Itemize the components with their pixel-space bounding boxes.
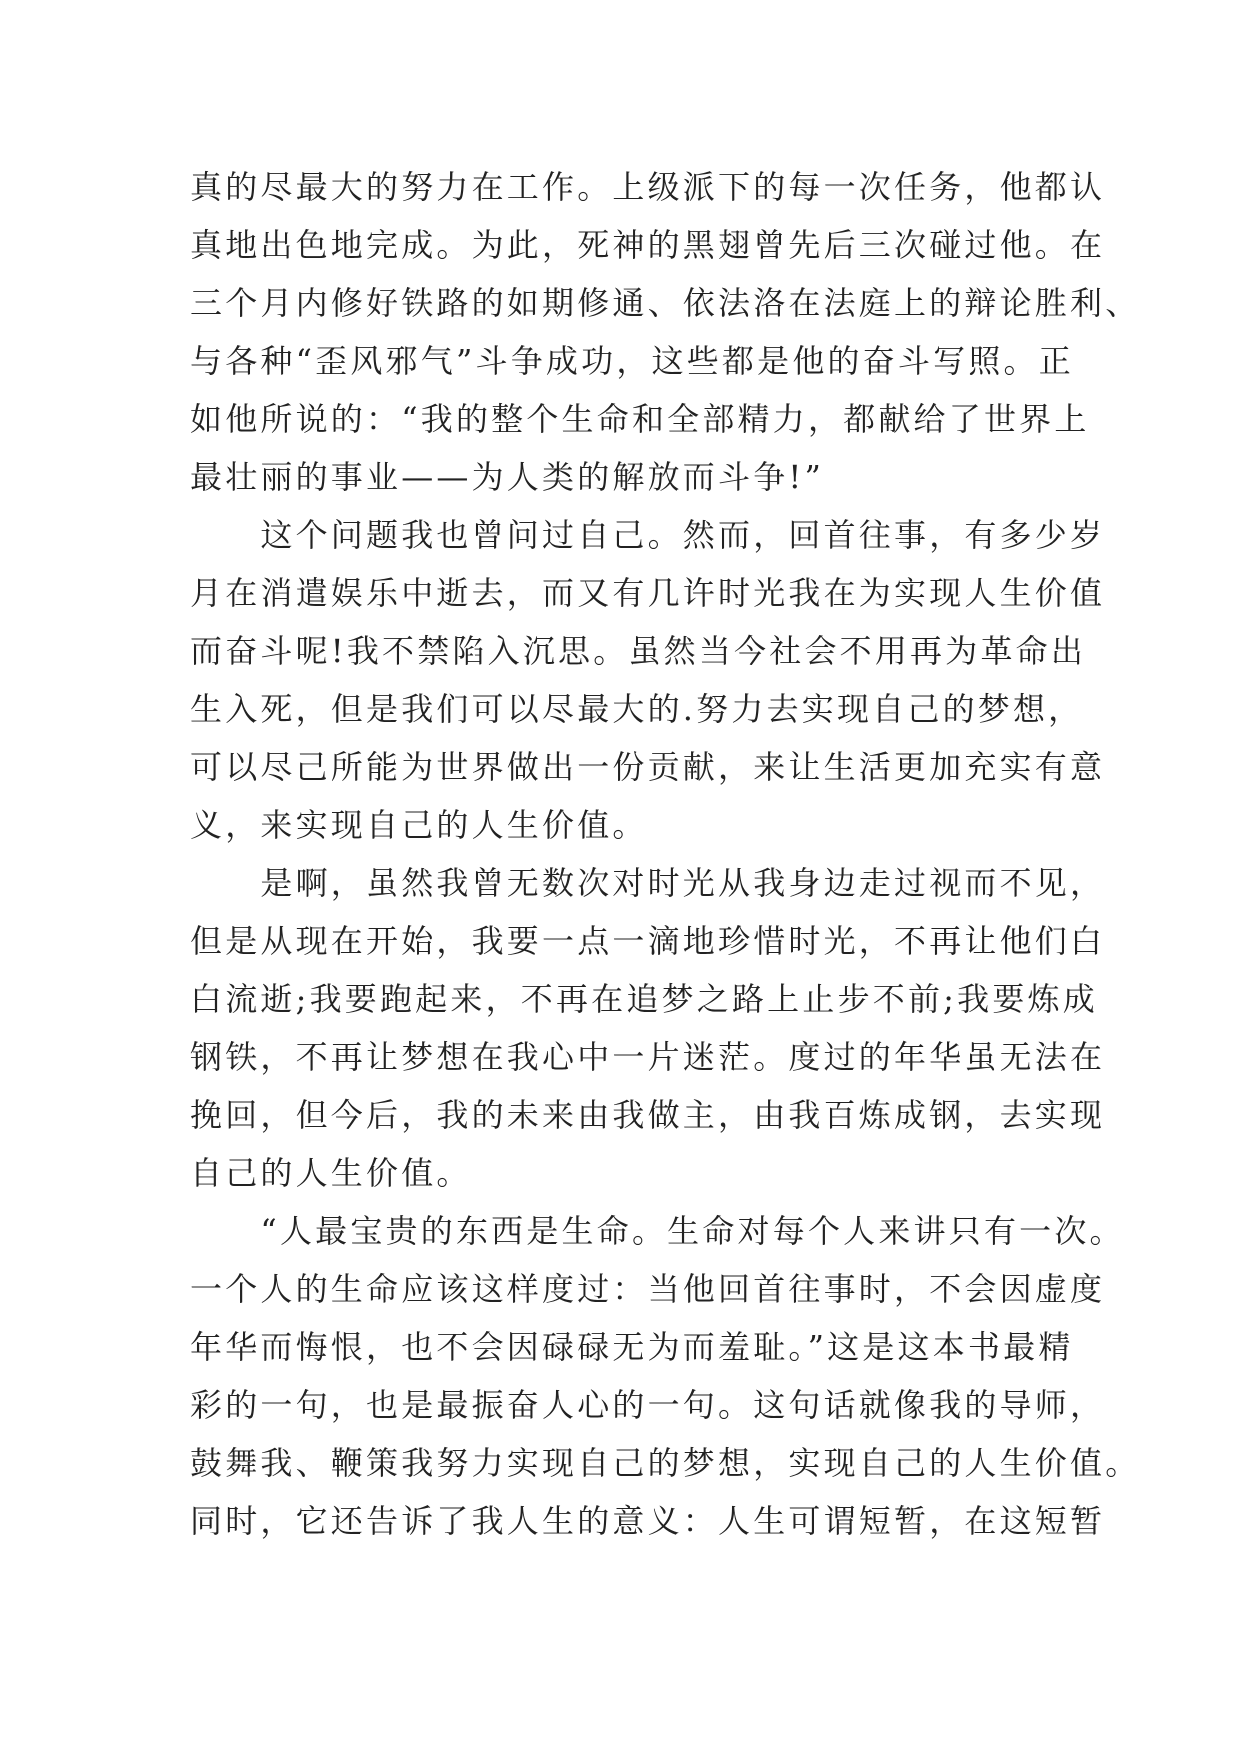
body-text bbox=[190, 158, 1141, 1550]
text-line: 彩的一句，也是最振奋人心的一句。这句话就像我的导师， bbox=[190, 1386, 1106, 1424]
text-line: 真的尽最大的努力在工作。上级派下的每一次任务，他都认 bbox=[190, 168, 1106, 206]
text-line: 年华而悔恨，也不会因碌碌无为而羞耻。”这是这本书最精 bbox=[190, 1328, 1074, 1366]
text-line: 可以尽己所能为世界做出一份贡献，来让生活更加充实有意 bbox=[190, 748, 1106, 786]
text-line: 白流逝;我要跑起来，不再在追梦之路上止步不前;我要炼成 bbox=[190, 980, 1098, 1018]
text-line: “人最宝贵的东西是生命。生命对每个人来讲只有一次。 bbox=[190, 1212, 1125, 1250]
text-line: 生入死，但是我们可以尽最大的.努力去实现自己的梦想， bbox=[190, 690, 1084, 728]
text-line: 自己的人生价值。 bbox=[190, 1154, 472, 1192]
text-line: 一个人的生命应该这样度过：当他回首往事时，不会因虚度 bbox=[190, 1270, 1106, 1308]
text-line: 月在消遣娱乐中逝去，而又有几许时光我在为实现人生价值 bbox=[190, 574, 1106, 612]
text-line: 最壮丽的事业——为人类的解放而斗争!” bbox=[190, 458, 825, 496]
text-line: 挽回，但今后，我的未来由我做主，由我百炼成钢，去实现 bbox=[190, 1096, 1106, 1134]
text-line: 如他所说的：“我的整个生命和全部精力，都献给了世界上 bbox=[190, 400, 1090, 438]
text-line: 而奋斗呢!我不禁陷入沉思。虽然当今社会不用再为革命出 bbox=[190, 632, 1087, 670]
text-line: 鼓舞我、鞭策我努力实现自己的梦想，实现自己的人生价值。 bbox=[190, 1444, 1141, 1482]
text-line: 但是从现在开始，我要一点一滴地珍惜时光，不再让他们白 bbox=[190, 922, 1106, 960]
text-line: 三个月内修好铁路的如期修通、依法洛在法庭上的辩论胜利、 bbox=[190, 284, 1141, 322]
text-line: 与各种“歪风邪气”斗争成功，这些都是他的奋斗写照。正 bbox=[190, 342, 1074, 380]
text-line: 是啊，虽然我曾无数次对时光从我身边走过视而不见， bbox=[190, 864, 1106, 902]
text-line: 同时，它还告诉了我人生的意义：人生可谓短暂，在这短暂 bbox=[190, 1502, 1106, 1540]
text-line: 这个问题我也曾问过自己。然而，回首往事，有多少岁 bbox=[190, 516, 1106, 554]
text-line: 义，来实现自己的人生价值。 bbox=[190, 806, 648, 844]
text-line: 钢铁，不再让梦想在我心中一片迷茫。度过的年华虽无法在 bbox=[190, 1038, 1106, 1076]
text-line: 真地出色地完成。为此，死神的黑翅曾先后三次碰过他。在 bbox=[190, 226, 1106, 264]
